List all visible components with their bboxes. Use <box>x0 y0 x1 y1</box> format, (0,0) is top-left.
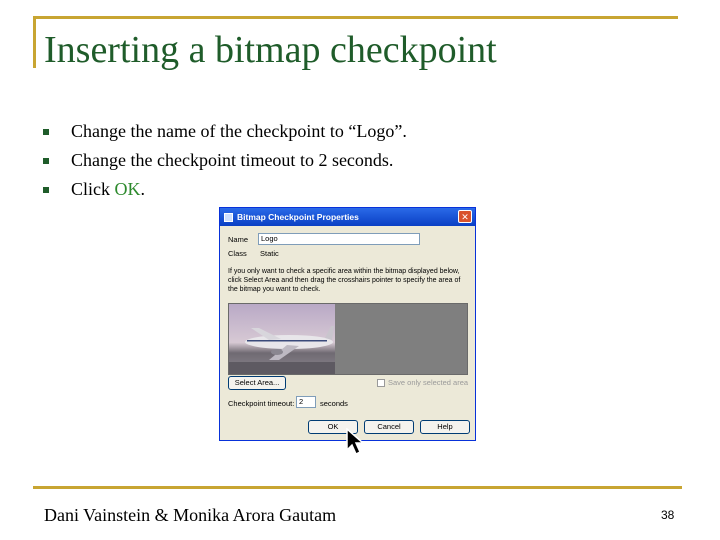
bitmap-checkpoint-dialog <box>219 207 476 441</box>
cancel-button[interactable]: Cancel <box>364 420 414 434</box>
bitmap-preview[interactable] <box>228 303 468 375</box>
bullet-square-icon <box>43 158 49 164</box>
page-number: 38 <box>661 508 675 522</box>
bullet-list <box>43 117 407 204</box>
bullet-item <box>43 117 407 146</box>
mouse-pointer-icon <box>345 428 369 456</box>
bullet-text-after: . <box>140 179 145 199</box>
close-icon[interactable]: ✕ <box>458 210 472 223</box>
ok-button[interactable]: OK <box>308 420 358 434</box>
timeout-input[interactable]: 2 <box>296 396 316 408</box>
bullet-item <box>43 146 407 175</box>
slide-title: Inserting a bitmap checkpoint <box>44 29 497 71</box>
airplane-icon <box>229 304 335 374</box>
save-selected-checkbox[interactable] <box>377 379 385 387</box>
name-input[interactable]: Logo <box>258 233 420 245</box>
select-area-button[interactable]: Select Area... <box>228 376 286 390</box>
timeout-label: Checkpoint timeout: <box>228 399 295 408</box>
bullet-text: Change the name of the checkpoint to “Logo”. <box>71 121 407 141</box>
class-value: Static <box>260 249 279 258</box>
bullet-highlight-ok: OK <box>114 179 141 199</box>
dialog-titlebar <box>220 208 475 226</box>
footer-rule <box>33 486 682 489</box>
footer-authors: Dani Vainstein & Monika Arora Gautam <box>44 505 337 525</box>
description-text: If you only want to check a specific area within the bitmap displayed below, click Select Area and then drag the crosshairs pointer to specify the area of the bitmap you want to check. <box>228 268 461 293</box>
save-selected-label: Save only selected area <box>388 378 469 387</box>
name-label: Name <box>228 235 249 244</box>
bullet-square-icon <box>43 129 49 135</box>
dialog-title: Bitmap Checkpoint Properties <box>237 212 359 222</box>
bullet-text <box>71 179 145 200</box>
bullet-item <box>43 175 407 204</box>
help-button[interactable]: Help <box>420 420 470 434</box>
top-rule <box>33 16 678 19</box>
bullet-square-icon <box>43 187 49 193</box>
airplane-photo <box>229 304 335 374</box>
bullet-text-before: Click <box>71 179 115 199</box>
bullet-text: Change the checkpoint timeout to 2 seconds. <box>71 150 394 170</box>
app-icon <box>224 213 233 222</box>
timeout-unit-label: seconds <box>320 399 348 408</box>
left-rule <box>33 16 36 68</box>
class-label: Class <box>228 249 247 258</box>
